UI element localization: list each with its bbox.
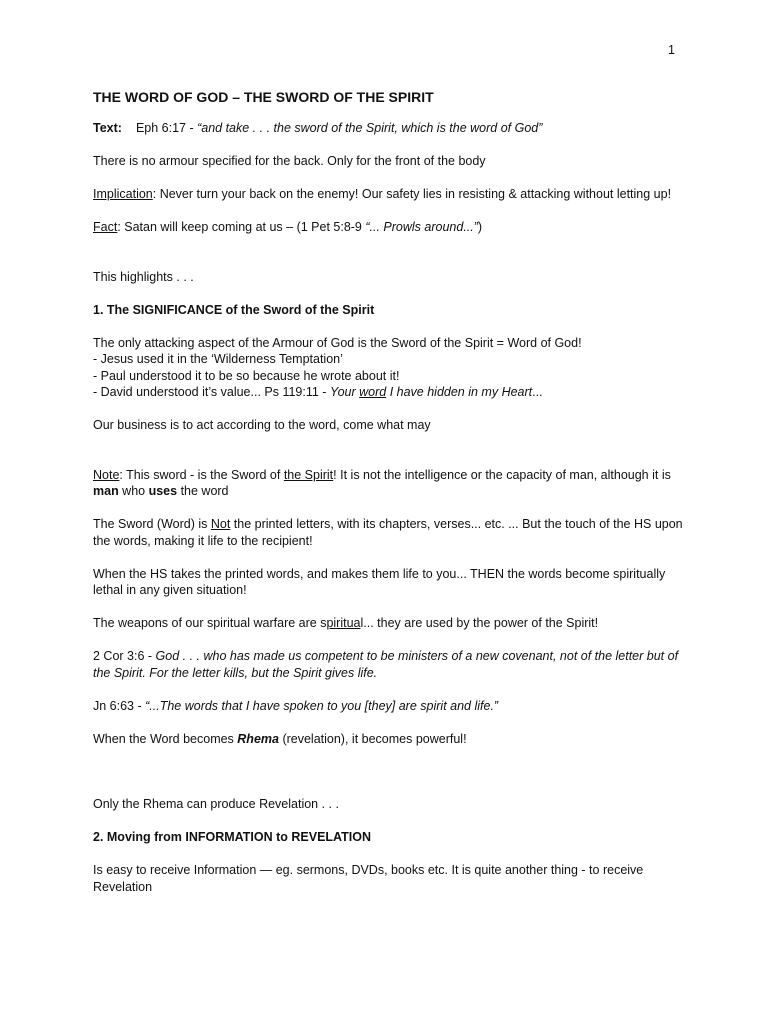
- highlights-line: This highlights . . .: [93, 269, 194, 284]
- rhema-a: When the Word becomes: [93, 731, 238, 746]
- sword-word-c: the printed letters, with its chapters, verses... etc. ... But the touch of the HS upon the words, making it life to the recipient!: [93, 517, 683, 548]
- hs-paragraph: When the HS takes the printed words, and makes them life to you... THEN the words become spiritually lethal in any given situation!: [93, 566, 666, 597]
- note-text-e: who: [118, 484, 149, 498]
- jn-ref: Jn 6:63 -: [93, 698, 146, 713]
- note-text-c: ! It is not the intelligence or the capacity of man, although it is: [333, 467, 671, 482]
- bullet-paul: - Paul understood it to be so because he wrote about it!: [93, 368, 400, 383]
- rhema-c: (revelation), it becomes powerful!: [278, 731, 467, 746]
- jn-quote: “...The words that I have spoken to you [they] are spirit and life.”: [145, 698, 499, 713]
- weapons-spiritual: piritua: [326, 616, 361, 630]
- only-rhema-line: Only the Rhema can produce Revelation . . .: [93, 797, 339, 811]
- cor-paragraph: [93, 648, 683, 681]
- text-label: Text:: [93, 121, 122, 135]
- business-line: Our business is to act according to the word, come what may: [93, 418, 431, 432]
- rhema-word: Rhema: [237, 731, 279, 746]
- note-text-g: the word: [177, 484, 229, 498]
- implication-text: : Never turn your back on the enemy! Our safety lies in resisting & attacking without letting up!: [152, 187, 672, 201]
- bullet-david-word: word: [359, 385, 387, 399]
- armour-line: There is no armour specified for the back. Only for the front of the body: [93, 154, 486, 168]
- section1-intro: The only attacking aspect of the Armour of God is the Sword of the Spirit = Word of God!: [93, 335, 582, 350]
- fact-text-a: : Satan will keep coming at us – (1 Pet 5:8-9: [117, 220, 366, 234]
- note-label: Note: [93, 467, 120, 482]
- note-the-spirit: the Spirit: [283, 467, 334, 482]
- fact-text-b: ): [477, 220, 483, 234]
- fact-label: Fact: [93, 220, 118, 234]
- note-paragraph: [93, 467, 683, 500]
- rhema-paragraph: [93, 731, 683, 748]
- bullet-david-b: Your: [329, 385, 360, 399]
- document-title: THE WORD OF GOD – THE SWORD OF THE SPIRIT: [93, 89, 434, 105]
- implication-label: Implication: [93, 187, 153, 201]
- weapons-a: The weapons of our spiritual warfare are s: [93, 616, 327, 630]
- weapons-paragraph: [93, 615, 683, 632]
- text-quote: “and take . . . the sword of the Spirit, which is the word of God”: [197, 121, 543, 135]
- implication-paragraph: [93, 186, 683, 203]
- bullet-david-a: - David understood it’s value... Ps 119:11 -: [93, 385, 330, 399]
- text-reference-line: [93, 120, 683, 137]
- section2-paragraph: Is easy to receive Information — eg. sermons, DVDs, books etc. It is quite another thing - to receive Revelation: [93, 863, 644, 894]
- cor-ref: 2 Cor 3:6 -: [93, 649, 156, 663]
- note-uses: uses: [148, 484, 178, 498]
- page-number: 1: [668, 43, 675, 57]
- fact-paragraph: [93, 219, 683, 236]
- sword-word-paragraph: [93, 516, 683, 549]
- section2-heading: 2. Moving from INFORMATION to REVELATION: [93, 830, 371, 844]
- bullet-david: [93, 384, 683, 401]
- fact-quote: “... Prowls around...”: [365, 220, 478, 234]
- cor-quote: God . . . who has made us competent to be ministers of a new covenant, not of the letter but of the Spirit. For the letter kills, but the Spirit gives life.: [93, 649, 679, 680]
- sword-word-a: The Sword (Word) is: [93, 517, 211, 531]
- bullet-jesus: - Jesus used it in the ‘Wilderness Temptation’: [93, 352, 343, 366]
- bullet-david-e: ...: [532, 385, 543, 399]
- text-ref: Eph 6:17 -: [135, 121, 198, 135]
- note-man: man: [93, 484, 119, 498]
- section1-list: [93, 335, 683, 401]
- jn-paragraph: [93, 698, 683, 715]
- section1-heading: 1. The SIGNIFICANCE of the Sword of the Spirit: [93, 302, 375, 317]
- bullet-david-d: I have hidden in my Heart: [386, 385, 533, 399]
- document-body: [93, 87, 683, 912]
- note-text-a: : This sword - is the Sword of: [119, 467, 284, 482]
- sword-word-not: Not: [210, 517, 231, 531]
- weapons-c: l... they are used by the power of the Spirit!: [360, 616, 599, 630]
